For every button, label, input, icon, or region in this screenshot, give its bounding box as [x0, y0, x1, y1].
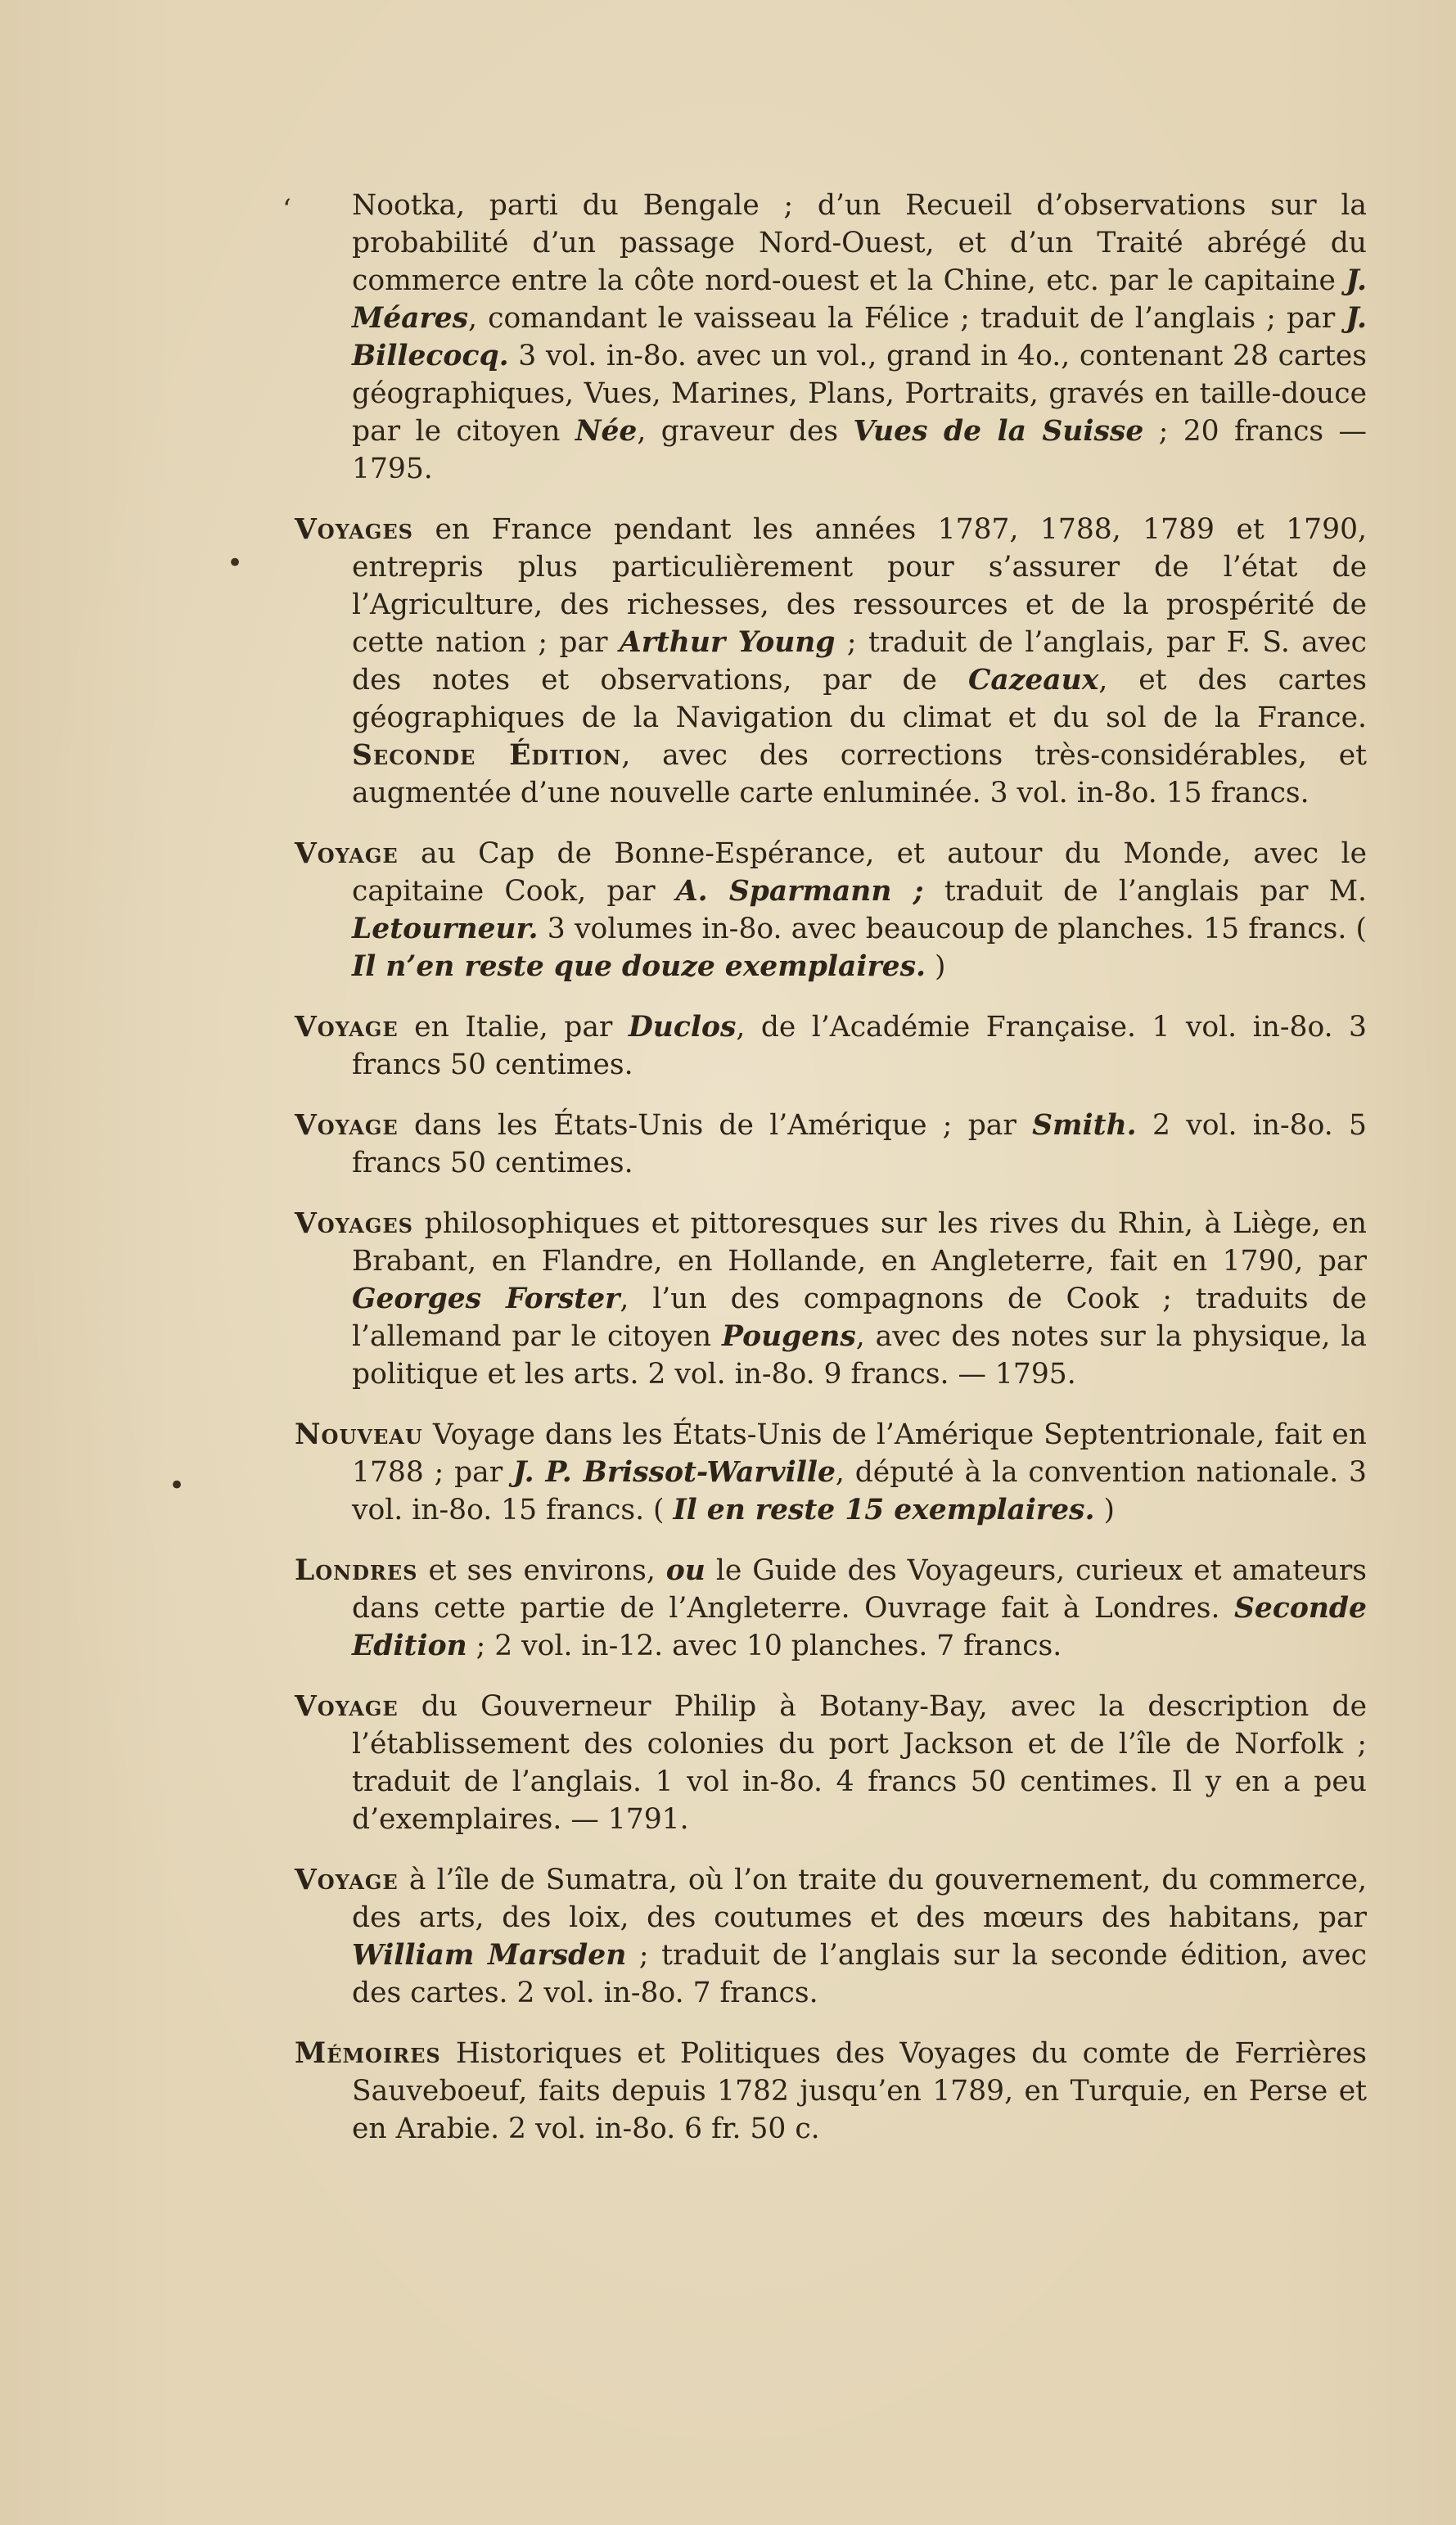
catalog-entry-rhin: Voyages philosophiques et pittoresques sur les rives du Rhin, à Liège, en Brabant, en Flandre, en Hollande, en Angleterre, fait en 1790, par Georges Forster, l’un des compagnons de Cook ; traduits de l’allemand par le citoyen Pougens, avec des notes sur la physique, la politique et les arts. 2 vol. in-8o. 9 francs. — 1795. — [295, 1207, 1368, 1391]
catalog-entry-sumatra: Voyage à l’île de Sumatra, où l’on traite du gouvernement, du commerce, des arts, des loix, des coutumes et des mœurs des habitans, par William Marsden ; traduit de l’anglais sur la seconde édition, avec des cartes. 2 vol. in-8o. 7 francs. — [295, 1864, 1367, 2009]
margin-mark: • — [169, 1469, 186, 1502]
catalog-entry-nouveau-voyage: Nouveau Voyage dans les États-Unis de l’Amérique Septentrionale, fait en 1788 ; par J. P. Brissot-Warville, député à la convention nationale. 3 vol. in-8o. 15 francs. ( Il en reste 15 exemplaires. ) — [295, 1418, 1367, 1526]
catalog-entry-memoires: Mémoires Historiques et Politiques des Voyages du comte de Ferrières Sauveboeuf, faits depuis 1782 jusqu’en 1789, en Turquie, en Perse et en Arabie. 2 vol. in-8o. 6 fr. 50 c. — [295, 2037, 1367, 2145]
catalog-entry-etats-unis-smith: Voyage dans les États-Unis de l’Amérique ; par Smith. 2 vol. in-8o. 5 francs 50 centimes. — [295, 1109, 1367, 1179]
margin-mark: • — [227, 547, 244, 579]
margin-mark: ‘ — [282, 193, 291, 226]
catalog-entry-botany-bay: Voyage du Gouverneur Philip à Botany-Bay, avec la description de l’établissement des colonies du port Jackson et de l’île de Norfolk ; traduit de l’anglais. 1 vol in-8o. 4 francs 50 centimes. Il y en a peu d’exemplaires. — 1791. — [295, 1690, 1367, 1836]
catalog-entry-londres: Londres et ses environs, ou le Guide des Voyageurs, curieux et amateurs dans cette partie de l’Angleterre. Ouvrage fait à Londres. Seconde Edition ; 2 vol. in-12. avec 10 planches. 7 francs. — [295, 1554, 1367, 1662]
catalog-entry-nootka: Nootka, parti du Bengale ; d’un Recueil d’observations sur la probabilité d’un passage Nord-Ouest, et d’un Traité abrégé du commerce entre la côte nord-ouest et la Chine, etc. par le capitaine J. Méares, comandant le vaisseau la Félice ; traduit de l’anglais ; par J. Billecocq. 3 vol. in-8o. avec un vol., grand in 4o., contenant 28 cartes géographiques, Vues, Marines, Plans, Portraits, gravés en taille-douce par le citoyen Née, graveur des Vues de la Suisse ; 20 francs — 1795. — [352, 189, 1367, 485]
catalog-entries — [295, 187, 1367, 2171]
catalog-entry-italie: Voyage en Italie, par Duclos, de l’Académie Française. 1 vol. in-8o. 3 francs 50 centimes. — [295, 1011, 1367, 1081]
catalog-entry-cap-bonne-esperance: Voyage au Cap de Bonne-Espérance, et autour du Monde, avec le capitaine Cook, par A. Sparmann ; traduit de l’anglais par M. Letourneur. 3 volumes in-8o. avec beaucoup de planches. 15 francs. ( Il n’en reste que douze exemplaires. ) — [295, 837, 1367, 983]
catalog-entry-voyages-france: Voyages en France pendant les années 1787, 1788, 1789 et 1790, entrepris plus particulièrement pour s’assurer de l’état de l’Agriculture, des richesses, des ressources et de la prospérité de cette nation ; par Arthur Young ; traduit de l’anglais, par F. S. avec des notes et observations, par de Cazeaux, et des cartes géographiques de la Navigation du climat et du sol de la France. Seconde Édition, avec des corrections très-considérables, et augmentée d’une nouvelle carte enluminée. 3 vol. in-8o. 15 francs. — [295, 513, 1367, 809]
